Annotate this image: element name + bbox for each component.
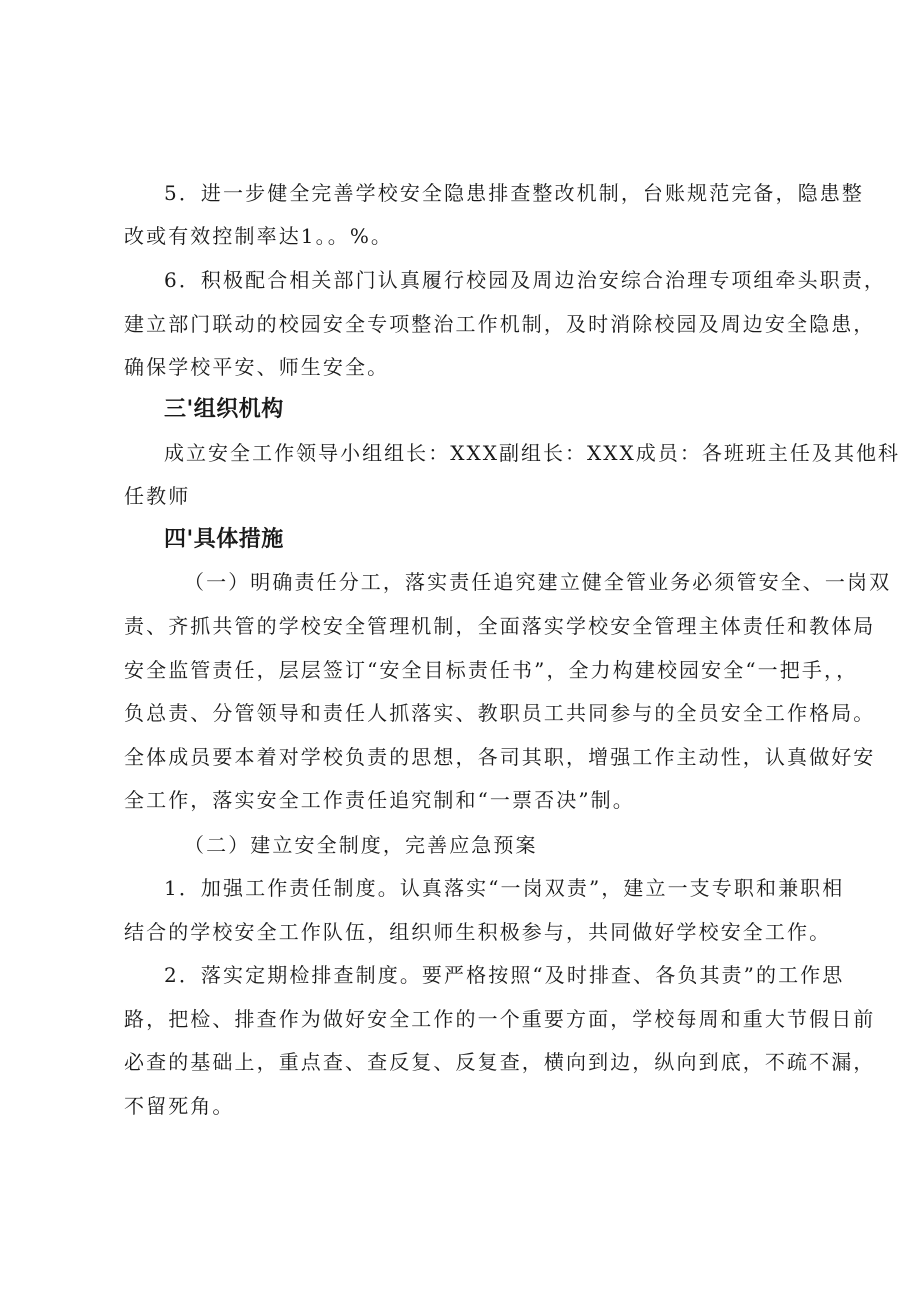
part-1-line-4: 负总责、分管领导和责任人抓落实、教职员工共同参与的全员安全工作格局。 [124,701,876,725]
sub-2-line-1: 2．落实定期检排查制度。要严格按照“及时排查、各负其责”的工作思 [164,963,845,987]
item-5-line-2: 改或有效控制率达1。。%。 [124,224,394,248]
item-6-line-2: 建立部门联动的校园安全专项整治工作机制，及时消除校园及周边安全隐患， [124,312,876,336]
sub-2-line-4: 不留死角。 [124,1094,235,1118]
part-1-line-3: 安全监管责任，层层签订“安全目标责任书”，全力构建校园安全“一把手，， [124,658,859,682]
part-1-line-1: （一）明确责任分工，落实责任追究建立健全管业务必须管安全、一岗双 [184,570,892,594]
sub-1-line-1: 1．加强工作责任制度。认真落实“一岗双责”，建立一支专职和兼职相 [164,876,845,900]
sub-1-line-2: 结合的学校安全工作队伍，组织师生积极参与，共同做好学校安全工作。 [124,920,832,944]
part-2-title: （二）建立安全制度，完善应急预案 [184,833,538,857]
part-1-line-5: 全体成员要本着对学校负责的思想，各司其职，增强工作主动性，认真做好安 [124,745,876,769]
item-5-line-1: 5．进一步健全完善学校安全隐患排查整改机制，台账规范完备，隐患整 [164,181,864,205]
item-6-line-1: 6．积极配合相关部门认真履行校园及周边治安综合治理专项组牵头职责， [164,268,887,292]
part-1-line-2: 责、齐抓共管的学校安全管理机制，全面落实学校安全管理主体责任和教体局 [124,614,876,638]
section-3-line-2: 任教师 [124,484,191,508]
section-3-heading: 三'组织机构 [164,397,284,422]
sub-2-line-3: 必查的基础上，重点查、查反复、反复查，横向到边，纵向到底，不疏不漏， [124,1050,876,1074]
item-6-line-3: 确保学校平安、师生安全。 [124,355,390,379]
part-1-line-6: 全工作，落实安全工作责任追究制和“一票否决”制。 [124,788,635,812]
sub-2-line-2: 路，把检、排查作为做好安全工作的一个重要方面，学校每周和重大节假日前 [124,1007,876,1031]
section-4-heading: 四'具体措施 [164,527,284,552]
section-3-line-1: 成立安全工作领导小组组长：XXX副组长：XXX成员：各班班主任及其他科 [164,441,900,465]
